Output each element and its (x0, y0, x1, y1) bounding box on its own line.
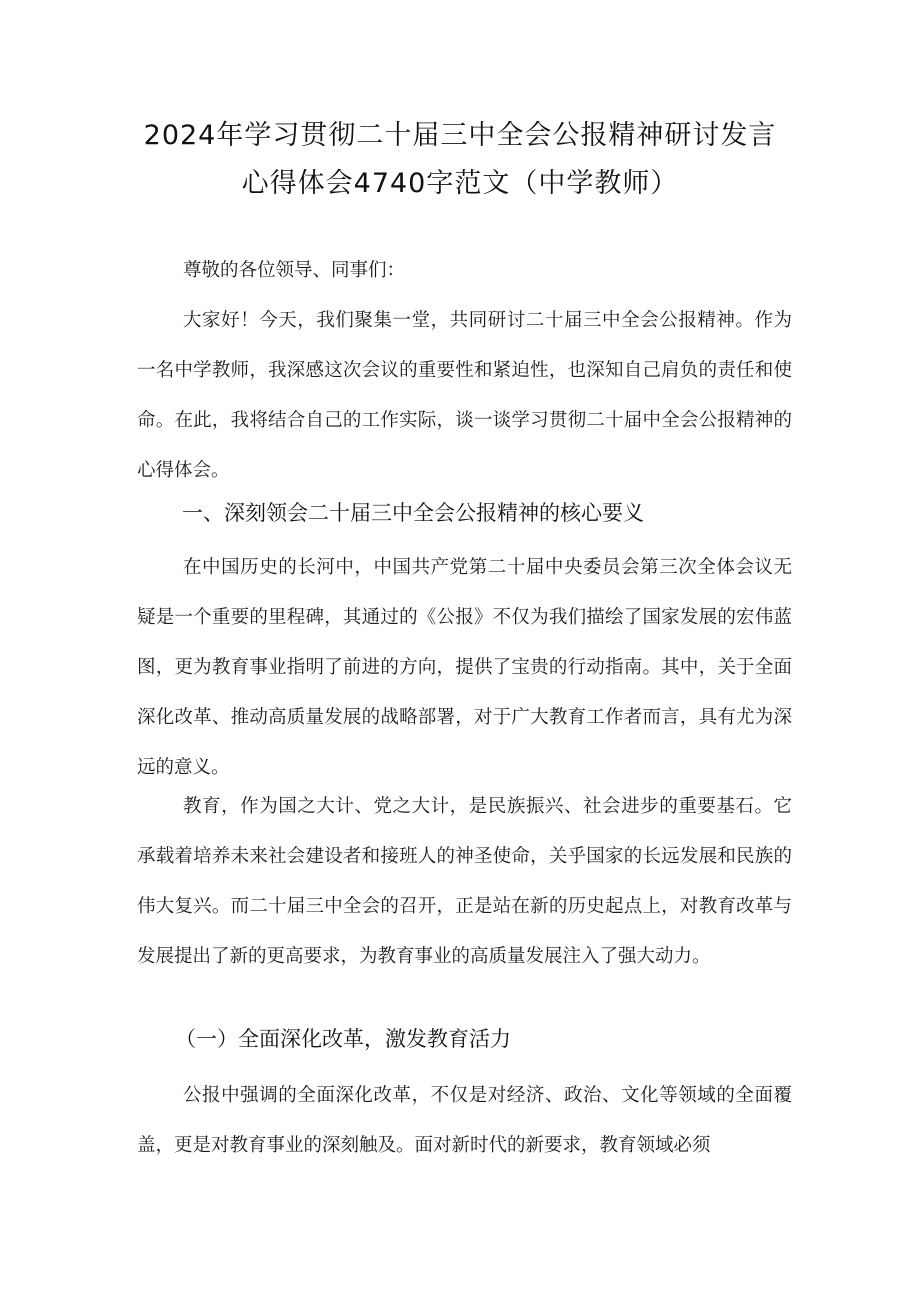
subsection-heading-1: （一）全面深化改革，激发教育活力 (175, 1027, 511, 1051)
paragraph-core-meaning: 在中国历史的长河中，中国共产党第二十届中央委员会第三次全体会议无疑是一个重要的里程碑，其通过的《公报》不仅为我们描绘了国家发展的宏伟蓝图，更为教育事业指明了前进的方向，提供了宝贵的行动指南。其中，关于全面深化改革、推动高质量发展的战略部署，对于广大教育工作者而言，具有尤为深远的意义。 (137, 557, 792, 778)
document-title-line-2: 心得体会4740字范文（中学教师） (241, 168, 679, 199)
paragraph-education-importance: 教育，作为国之大计、党之大计，是民族振兴、社会进步的重要基石。它承载着培养未来社会建设者和接班人的神圣使命，关乎国家的长远发展和民族的伟大复兴。而二十届三中全会的召开，正是站在新的历史起点上，对教育改革与发展提出了新的更高要求，为教育事业的高质量发展注入了强大动力。 (137, 796, 792, 967)
salutation: 尊敬的各位领导、同事们： (183, 260, 406, 281)
paragraph-deepen-reform: 公报中强调的全面深化改革，不仅是对经济、政治、文化等领域的全面覆盖，更是对教育事业的深刻触及。面对新时代的新要求，教育领域必须 (137, 1085, 792, 1156)
paragraph-opening: 大家好！今天，我们聚集一堂，共同研讨二十届三中全会公报精神。作为一名中学教师，我深感这次会议的重要性和紧迫性，也深知自己肩负的责任和使命。在此，我将结合自己的工作实际，谈一谈学习贯彻二十届中全会公报精神的心得体会。 (137, 310, 792, 481)
document-title-line-1: 2024年学习贯彻二十届三中全会公报精神研讨发言 (143, 120, 777, 151)
section-heading-1: 一、深刻领会二十届三中全会公报精神的核心要义 (182, 501, 644, 525)
